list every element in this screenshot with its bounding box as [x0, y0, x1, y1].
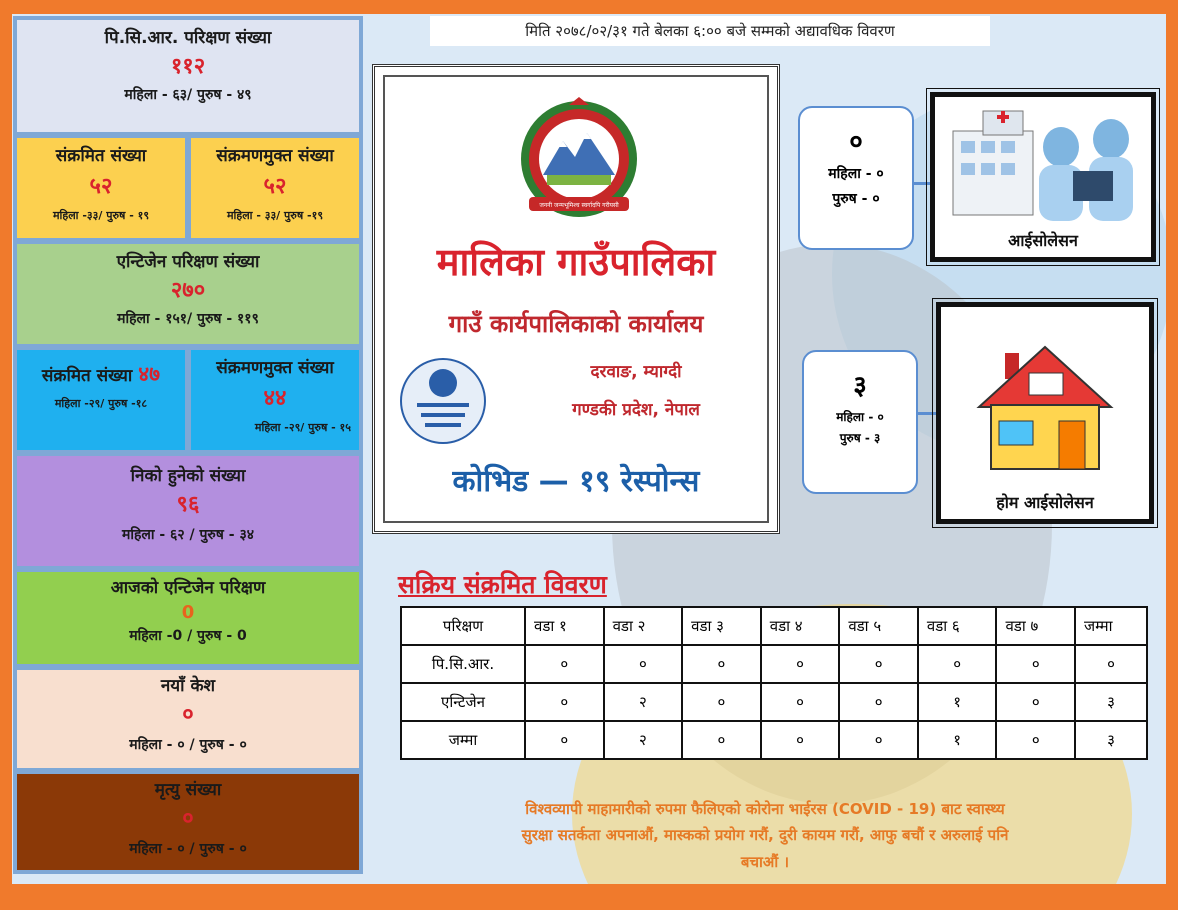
new-cases-box	[17, 670, 359, 768]
pcr-value: ११२	[170, 54, 206, 80]
pcr-title: पि.सि.आर. परिक्षण संख्या	[104, 28, 272, 48]
deaths-box	[17, 774, 359, 870]
table-cell: ०	[761, 645, 840, 683]
antigen-infected-title: संक्रमित संख्या	[41, 366, 133, 386]
table-cell: ०	[996, 683, 1075, 721]
home-isolation-label: होम आईसोलेसन	[996, 493, 1094, 512]
today-antigen-title: आजको एन्टिजेन परिक्षण	[110, 578, 266, 598]
header-cell: वडा ७	[996, 607, 1075, 645]
table-cell: ३	[1075, 683, 1147, 721]
header-cell: वडा ५	[839, 607, 918, 645]
table-cell: ०	[525, 683, 604, 721]
table-cell: ०	[1075, 645, 1147, 683]
pcr-infected-value: ५२	[89, 174, 113, 200]
header-cell: वडा ३	[682, 607, 761, 645]
deaths-value: ०	[182, 806, 194, 832]
today-antigen-value: 0	[181, 602, 195, 624]
isolation-picture	[930, 92, 1156, 262]
table-cell: ०	[996, 721, 1075, 759]
home-isolation-male: पुरुष - ३	[839, 431, 881, 445]
antigen-split: महिला - १५१/ पुरुष - ११९	[117, 310, 259, 327]
safety-message-line: विश्वव्यापी माहामारीको रुपमा फैलिएको कोरोना भाईरस (COVID - 19) बाट स्वास्थ्य	[525, 800, 1005, 818]
hospital-icon	[943, 101, 1143, 221]
covid-response-heading: कोभिड — १९ रेस्पोन्स	[452, 464, 700, 499]
antigen-recovered-value: ४४	[263, 386, 287, 412]
new-cases-title: नयाँ केश	[160, 676, 216, 696]
pcr-recovered-title: संक्रमणमुक्त संख्या	[216, 146, 334, 166]
row-label: पि.सि.आर.	[401, 645, 525, 683]
ward-table	[400, 606, 1148, 760]
antigen-recovered-box	[191, 350, 359, 450]
active-cases-title: सक्रिय संक्रमित विवरण	[398, 570, 607, 599]
address-line-1: दरवाङ, म्याग्दी	[590, 362, 682, 382]
table-cell: ३	[1075, 721, 1147, 759]
antigen-title: एन्टिजेन परिक्षण संख्या	[116, 252, 260, 272]
table-cell: ०	[761, 721, 840, 759]
cured-box	[17, 456, 359, 566]
isolation-label: आईसोलेसन	[1008, 231, 1078, 250]
update-date: मिति २०७८/०२/३१ गते बेलका ६:०० बजे सम्मको अद्यावधिक विवरण	[430, 16, 990, 46]
table-cell: २	[604, 721, 683, 759]
table-cell: ०	[682, 645, 761, 683]
antigen-infected-split: महिला -२९/ पुरुष -१८	[54, 397, 148, 411]
pcr-recovered-box	[191, 138, 359, 238]
safety-message	[420, 796, 1110, 875]
municipality-title: मालिका गाउँपालिका	[436, 240, 716, 284]
safety-message-line: सुरक्षा सतर्कता अपनाऔं, मास्कको प्रयोग गरौं, दुरी कायम गरौं, आफु बचौं र अरुलाई पनि	[521, 826, 1009, 845]
isolation-connector	[914, 182, 930, 185]
antigen-recovered-title: संक्रमणमुक्त संख्या	[216, 358, 334, 378]
home-isolation-connector	[918, 412, 936, 415]
cured-title: निको हुनेको संख्या	[130, 466, 246, 486]
today-antigen-split: महिला -0 / पुरुष - 0	[129, 627, 247, 644]
pcr-recovered-value: ५२	[263, 174, 287, 200]
antigen-recovered-split: महिला -२९/ पुरुष - १५	[254, 420, 351, 434]
antigen-infected-label	[17, 362, 185, 387]
row-label: एन्टिजेन	[401, 683, 525, 721]
table-cell: ०	[761, 683, 840, 721]
table-cell: २	[604, 683, 683, 721]
table-cell: ०	[996, 645, 1075, 683]
pcr-recovered-split: महिला - ३३/ पुरुष -१९	[226, 208, 324, 222]
home-isolation-female: महिला - ०	[836, 410, 884, 424]
house-icon	[975, 337, 1115, 477]
home-isolation-count: ३	[853, 371, 867, 401]
isolation-female: महिला - ०	[828, 166, 884, 182]
isolation-count-box	[798, 106, 914, 250]
isolation-male: पुरुष - ०	[832, 191, 880, 207]
antigen-box	[17, 244, 359, 344]
pcr-split: महिला - ६३/ पुरुष - ४९	[124, 86, 252, 103]
table-cell: ०	[525, 645, 604, 683]
table-cell: ०	[918, 645, 997, 683]
office-subtitle: गाउँ कार्यपालिकाको कार्यालय	[448, 310, 704, 338]
table-cell: ०	[839, 683, 918, 721]
safety-message-line: बचाऔं ।	[740, 852, 790, 871]
table-cell: ०	[682, 683, 761, 721]
pcr-infected-title: संक्रमित संख्या	[55, 146, 147, 166]
isolation-count: ०	[849, 127, 863, 157]
deaths-split: महिला - ० / पुरुष - ०	[129, 840, 247, 857]
table-cell: १	[918, 721, 997, 759]
municipality-card	[372, 64, 780, 534]
table-cell: ०	[839, 645, 918, 683]
pcr-box	[17, 20, 359, 132]
header-cell: परिक्षण	[401, 607, 525, 645]
header-cell: वडा ४	[761, 607, 840, 645]
stats-panel	[13, 16, 363, 874]
cured-value: ९६	[176, 492, 200, 518]
pcr-infected-box	[17, 138, 185, 238]
new-cases-value: ०	[182, 702, 194, 728]
table-header-row	[401, 607, 1147, 645]
home-isolation-count-box	[802, 350, 918, 494]
nepal-emblem-icon	[507, 97, 651, 227]
table-cell: ०	[525, 721, 604, 759]
header-cell: वडा ६	[918, 607, 997, 645]
table-cell: ०	[839, 721, 918, 759]
antigen-infected-box	[17, 350, 185, 450]
table-cell: १	[918, 683, 997, 721]
table-cell: ०	[682, 721, 761, 759]
new-cases-split: महिला - ० / पुरुष - ०	[129, 736, 247, 753]
header-cell: वडा २	[604, 607, 683, 645]
table-row	[401, 645, 1147, 683]
emblem-motto: जननी जन्मभूमिश्च स्वर्गादपि गरीयसी	[539, 202, 619, 209]
deaths-title: मृत्यु संख्या	[154, 780, 222, 800]
table-row	[401, 683, 1147, 721]
home-isolation-picture	[936, 302, 1154, 524]
today-antigen-box	[17, 572, 359, 664]
table-cell: ०	[604, 645, 683, 683]
header-cell: वडा १	[525, 607, 604, 645]
antigen-value: २७०	[170, 278, 206, 304]
table-row	[401, 721, 1147, 759]
address-line-2: गण्डकी प्रदेश, नेपाल	[572, 400, 700, 420]
cured-split: महिला - ६२ / पुरुष - ३४	[121, 526, 255, 543]
antigen-infected-value: ४७	[138, 362, 161, 386]
municipality-seal-icon	[397, 353, 489, 449]
pcr-infected-split: महिला -३३/ पुरुष - १९	[52, 208, 150, 222]
header-cell: जम्मा	[1075, 607, 1147, 645]
row-label: जम्मा	[401, 721, 525, 759]
